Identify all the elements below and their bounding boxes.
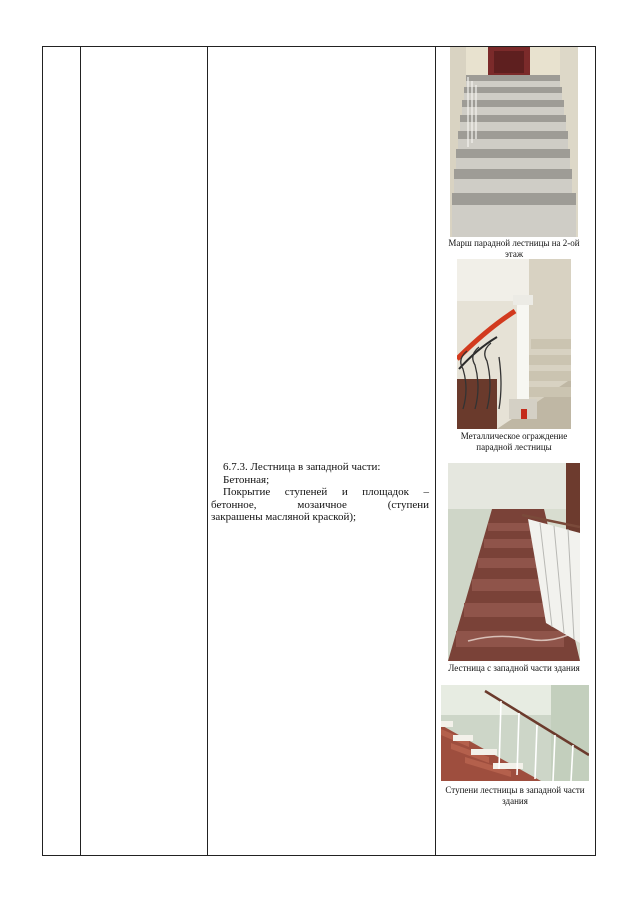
stair-photo-icon (441, 685, 589, 781)
photo-caption: Ступени лестницы в западной части здания (445, 785, 585, 806)
photo-west-stairs (448, 463, 580, 661)
photo-caption: Марш парадной лестницы на 2-ой этаж (448, 238, 580, 259)
covering-text-line-1: Покрытие ступеней и площадок – (223, 486, 429, 498)
column-divider (80, 47, 81, 855)
photo-caption: Металлическое ограждение парадной лестницы (460, 431, 568, 452)
document-table (42, 46, 596, 856)
stair-photo-icon (450, 47, 578, 237)
covering-text-line-3: закрашены масляной краской); (211, 511, 357, 523)
section-description (211, 461, 429, 524)
photo-main-stair-flight (450, 47, 578, 237)
covering-text-line-2: бетонное, мозаичное (ступени (211, 498, 429, 511)
section-heading: 6.7.3. Лестница в западной части: (223, 461, 381, 473)
railing-photo-icon (457, 259, 571, 429)
column-divider (207, 47, 208, 855)
photo-metal-railing (457, 259, 571, 429)
material-text: Бетонная; (223, 473, 270, 486)
column-divider (435, 47, 436, 855)
photo-west-stair-steps (441, 685, 589, 781)
stair-photo-icon (448, 463, 580, 661)
photo-caption: Лестница с западной части здания (448, 663, 580, 673)
